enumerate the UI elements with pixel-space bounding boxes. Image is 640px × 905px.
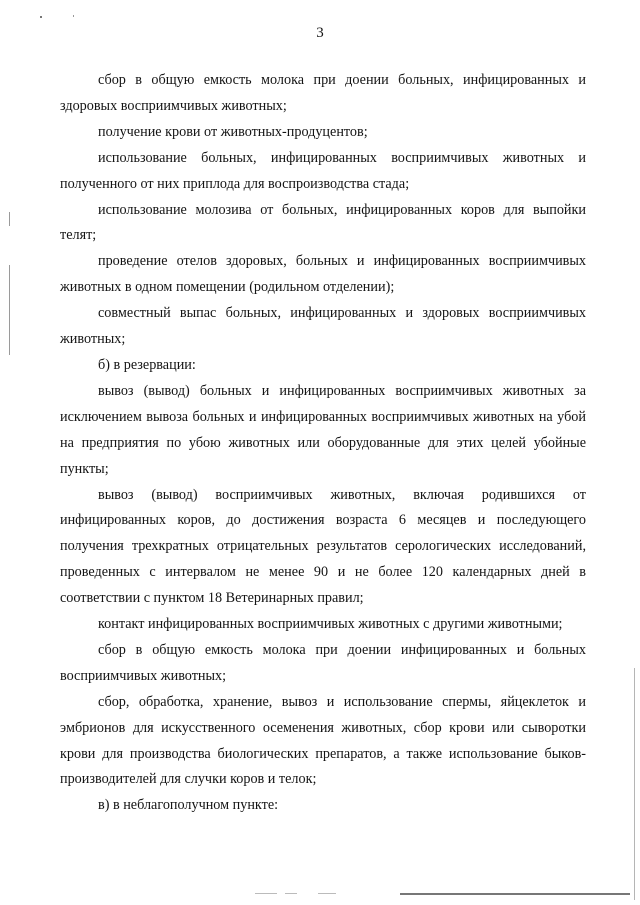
subsection-heading: б) в резервации: — [98, 356, 196, 373]
paragraph: контакт инфицированных восприимчивых животных с другими животными; — [98, 616, 563, 633]
paragraph: проведение отелов здоровых, больных и инфицированных восприимчивых животных в одном помещении (родильном отделении); — [60, 253, 586, 296]
page-number: 3 — [316, 25, 324, 41]
paragraph: вывоз (вывод) восприимчивых животных, включая родившихся от инфицированных коров, до достижения возраста 6 месяцев и последующего получения трехкратных отрицательных результатов серологических исследований, проведенных с интервалом не менее 90 и не более 120 календарных дней в соответствии с пунктом 18 Ветеринарных правил; — [60, 486, 586, 607]
scan-artifact — [40, 16, 42, 18]
scan-artifact — [255, 893, 277, 894]
paragraph: получение крови от животных-продуцентов; — [98, 123, 368, 140]
scan-artifact — [318, 893, 336, 894]
paragraph: использование больных, инфицированных восприимчивых животных и полученного от них приплода для воспроизводства стада; — [60, 149, 586, 192]
paragraph: совместный выпас больных, инфицированных и здоровых восприимчивых животных; — [60, 305, 586, 348]
paragraph: использование молозива от больных, инфицированных коров для выпойки телят; — [60, 201, 586, 244]
scan-artifact — [634, 668, 635, 900]
paragraph: вывоз (вывод) больных и инфицированных восприимчивых животных за исключением вывоза больных и инфицированных восприимчивых животных на убой на предприятия по убою животных или оборудованные для этих целей убойные пункты; — [60, 382, 586, 477]
scan-artifact — [285, 893, 297, 894]
scan-artifact — [73, 15, 74, 17]
paragraph: сбор в общую емкость молока при доении инфицированных и больных восприимчивых животных; — [60, 641, 586, 684]
paragraph: сбор, обработка, хранение, вывоз и использование спермы, яйцеклеток и эмбрионов для искусственного осеменения животных, сбор крови или сыворотки крови для производства биологических препаратов, а также использование быков-производителей для случки коров и телок; — [60, 693, 586, 788]
subsection-heading: в) в неблагополучном пункте: — [98, 797, 279, 814]
scan-artifact — [9, 265, 10, 355]
body-text — [60, 68, 586, 819]
scan-artifact — [9, 212, 10, 226]
paragraph: сбор в общую емкость молока при доении больных, инфицированных и здоровых восприимчивых животных; — [60, 72, 586, 114]
footer-rule — [400, 893, 630, 895]
